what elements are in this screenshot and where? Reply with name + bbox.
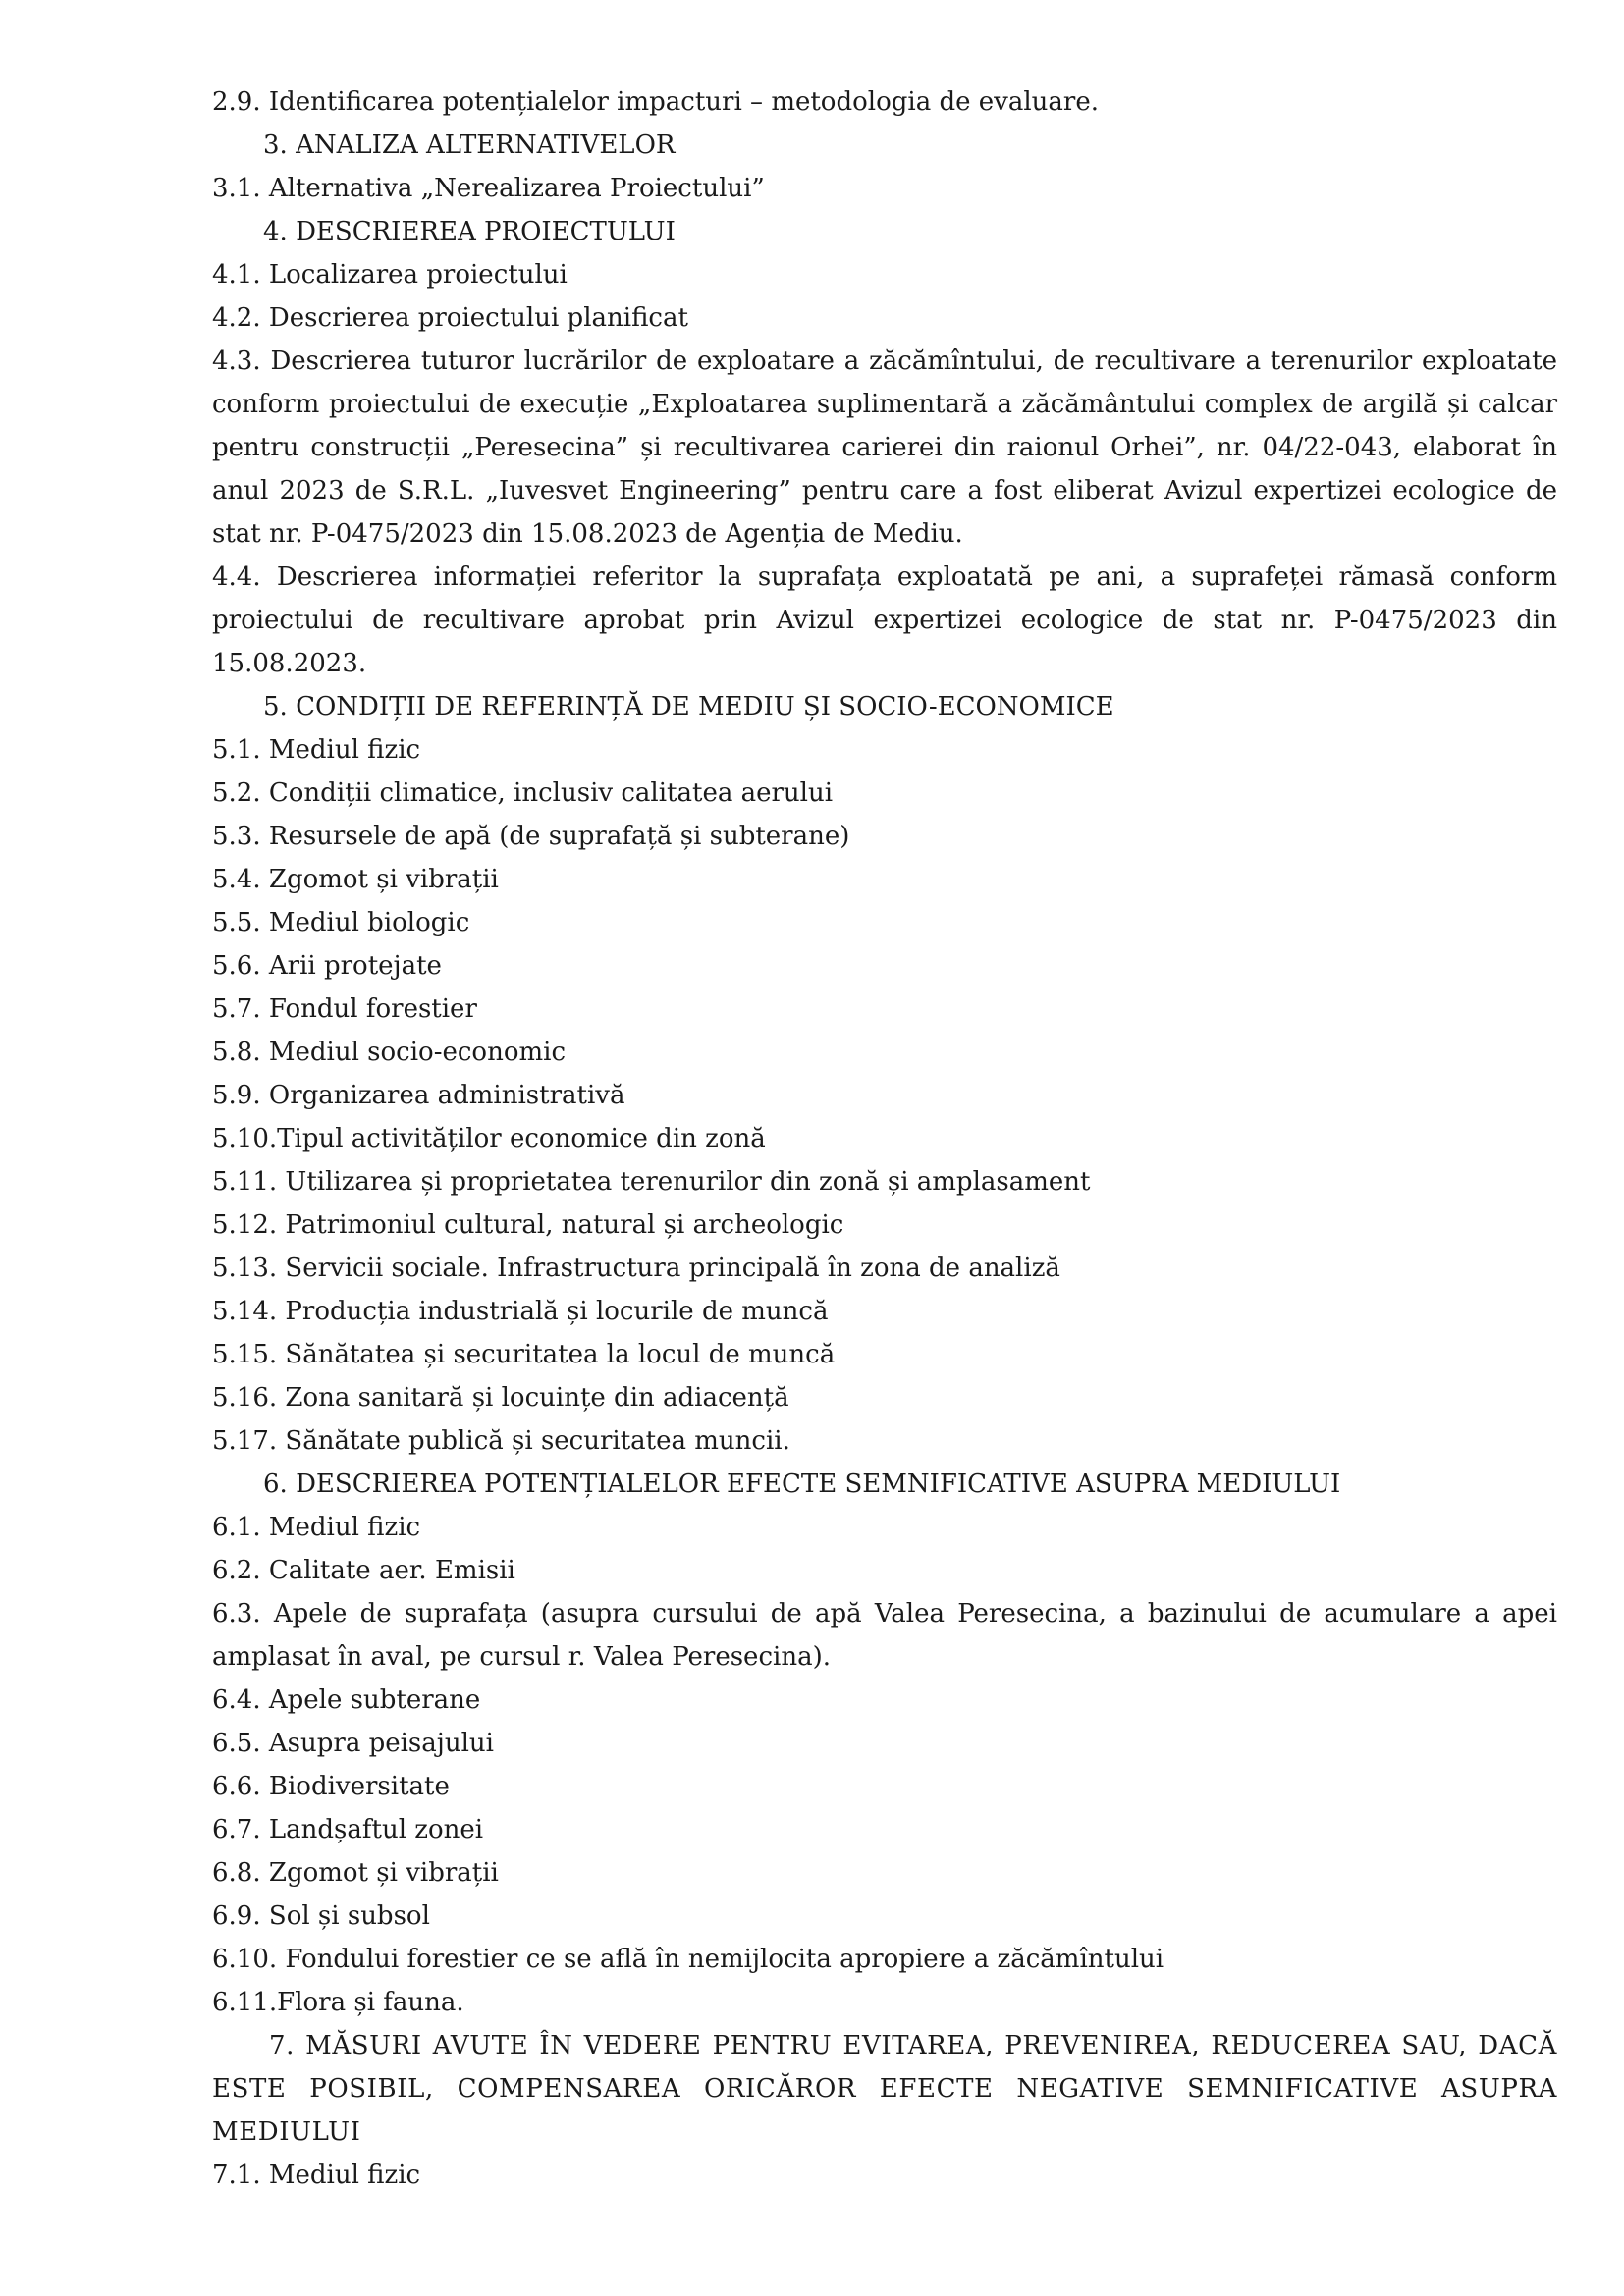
list-item-6-10: 6.10. Fondului forestier ce se află în nemijlocita apropiere a zăcămîntului	[212, 1945, 1164, 1974]
section-heading-4: 4. DESCRIEREA PROIECTULUI	[263, 217, 676, 246]
list-item-5-12: 5.12. Patrimoniul cultural, natural și archeologic	[212, 1210, 844, 1240]
section-heading-3: 3. ANALIZA ALTERNATIVELOR	[263, 131, 676, 160]
list-item-6-8: 6.8. Zgomot și vibrații	[212, 1858, 499, 1888]
section-heading-5: 5. CONDIȚII DE REFERINȚĂ DE MEDIU ȘI SOCIO-ECONOMICE	[263, 692, 1114, 721]
list-item-5-6: 5.6. Arii protejate	[212, 951, 442, 981]
list-item-5-16: 5.16. Zona sanitară și locuințe din adiacență	[212, 1383, 789, 1413]
list-item-5-17: 5.17. Sănătate publică și securitatea muncii.	[212, 1426, 790, 1456]
list-item-5-14: 5.14. Producția industrială și locurile de muncă	[212, 1297, 829, 1326]
list-item-6-4: 6.4. Apele subterane	[212, 1685, 481, 1715]
list-item-6-7: 6.7. Landșaftul zonei	[212, 1815, 484, 1844]
list-item-4-2: 4.2. Descrierea proiectului planificat	[212, 303, 688, 333]
list-item-2-9: 2.9. Identificarea potențialelor impacturi – metodologia de evaluare.	[212, 87, 1099, 117]
list-item-5-7: 5.7. Fondul forestier	[212, 994, 477, 1024]
list-item-6-3: 6.3. Apele de suprafața (asupra cursului de apă Valea Peresecina, a bazinului de acumulare a apei amplasat în aval, pe cursul r. Valea Peresecina).	[212, 1599, 1557, 1672]
list-item-5-15: 5.15. Sănătatea și securitatea la locul de muncă	[212, 1340, 836, 1369]
list-item-5-8: 5.8. Mediul socio-economic	[212, 1038, 567, 1067]
document-page	[212, 80, 1557, 2197]
list-item-5-4: 5.4. Zgomot și vibrații	[212, 865, 499, 894]
list-item-6-9: 6.9. Sol și subsol	[212, 1901, 430, 1931]
list-item-4-4: 4.4. Descrierea informației referitor la suprafața exploatată pe ani, a suprafeței rămasă conform proiectului de recultivare aprobat prin Avizul expertizei ecologice de stat nr. P-0475/2023 din 15.08.2023.	[212, 562, 1557, 678]
list-item-5-11: 5.11. Utilizarea și proprietatea terenurilor din zonă și amplasament	[212, 1167, 1091, 1197]
list-item-5-2: 5.2. Condiții climatice, inclusiv calitatea aerului	[212, 778, 834, 808]
list-item-7-1: 7.1. Mediul fizic	[212, 2161, 421, 2190]
section-heading-7: 7. MĂSURI AVUTE ÎN VEDERE PENTRU EVITAREA, PREVENIREA, REDUCEREA SAU, DACĂ ESTE POSIBIL, COMPENSAREA ORICĂROR EFECTE NEGATIVE SEMNIFICATIVE ASUPRA MEDIULUI	[212, 2031, 1557, 2147]
list-item-5-3: 5.3. Resursele de apă (de suprafață și subterane)	[212, 822, 850, 851]
list-item-5-13: 5.13. Servicii sociale. Infrastructura principală în zona de analiză	[212, 1254, 1060, 1283]
list-item-6-2: 6.2. Calitate aer. Emisii	[212, 1556, 515, 1585]
list-item-6-5: 6.5. Asupra peisajului	[212, 1729, 494, 1758]
list-item-3-1: 3.1. Alternativa „Nerealizarea Proiectului”	[212, 174, 765, 203]
section-heading-6: 6. DESCRIEREA POTENȚIALELOR EFECTE SEMNIFICATIVE ASUPRA MEDIULUI	[263, 1469, 1341, 1499]
list-item-5-5: 5.5. Mediul biologic	[212, 908, 470, 937]
list-item-5-1: 5.1. Mediul fizic	[212, 735, 421, 765]
list-item-5-9: 5.9. Organizarea administrativă	[212, 1081, 625, 1110]
list-item-4-3: 4.3. Descrierea tuturor lucrărilor de exploatare a zăcămîntului, de recultivare a terenurilor exploatate conform proiectului de execuție „Exploatarea suplimentară a zăcământului complex de argilă și calcar pentru construcții „Peresecina” și recultivarea carierei din raionul Orhei”, nr. 04/22-043, elaborat în anul 2023 de S.R.L. „Iuvesvet Engineering” pentru care a fost eliberat Avizul expertizei ecologice de stat nr. P-0475/2023 din 15.08.2023 de Agenția de Mediu.	[212, 347, 1557, 549]
list-item-6-6: 6.6. Biodiversitate	[212, 1772, 450, 1801]
list-item-5-10: 5.10.Tipul activităților economice din zonă	[212, 1124, 766, 1153]
list-item-6-11: 6.11.Flora și fauna.	[212, 1988, 464, 2017]
list-item-6-1: 6.1. Mediul fizic	[212, 1513, 421, 1542]
list-item-4-1: 4.1. Localizarea proiectului	[212, 260, 568, 290]
